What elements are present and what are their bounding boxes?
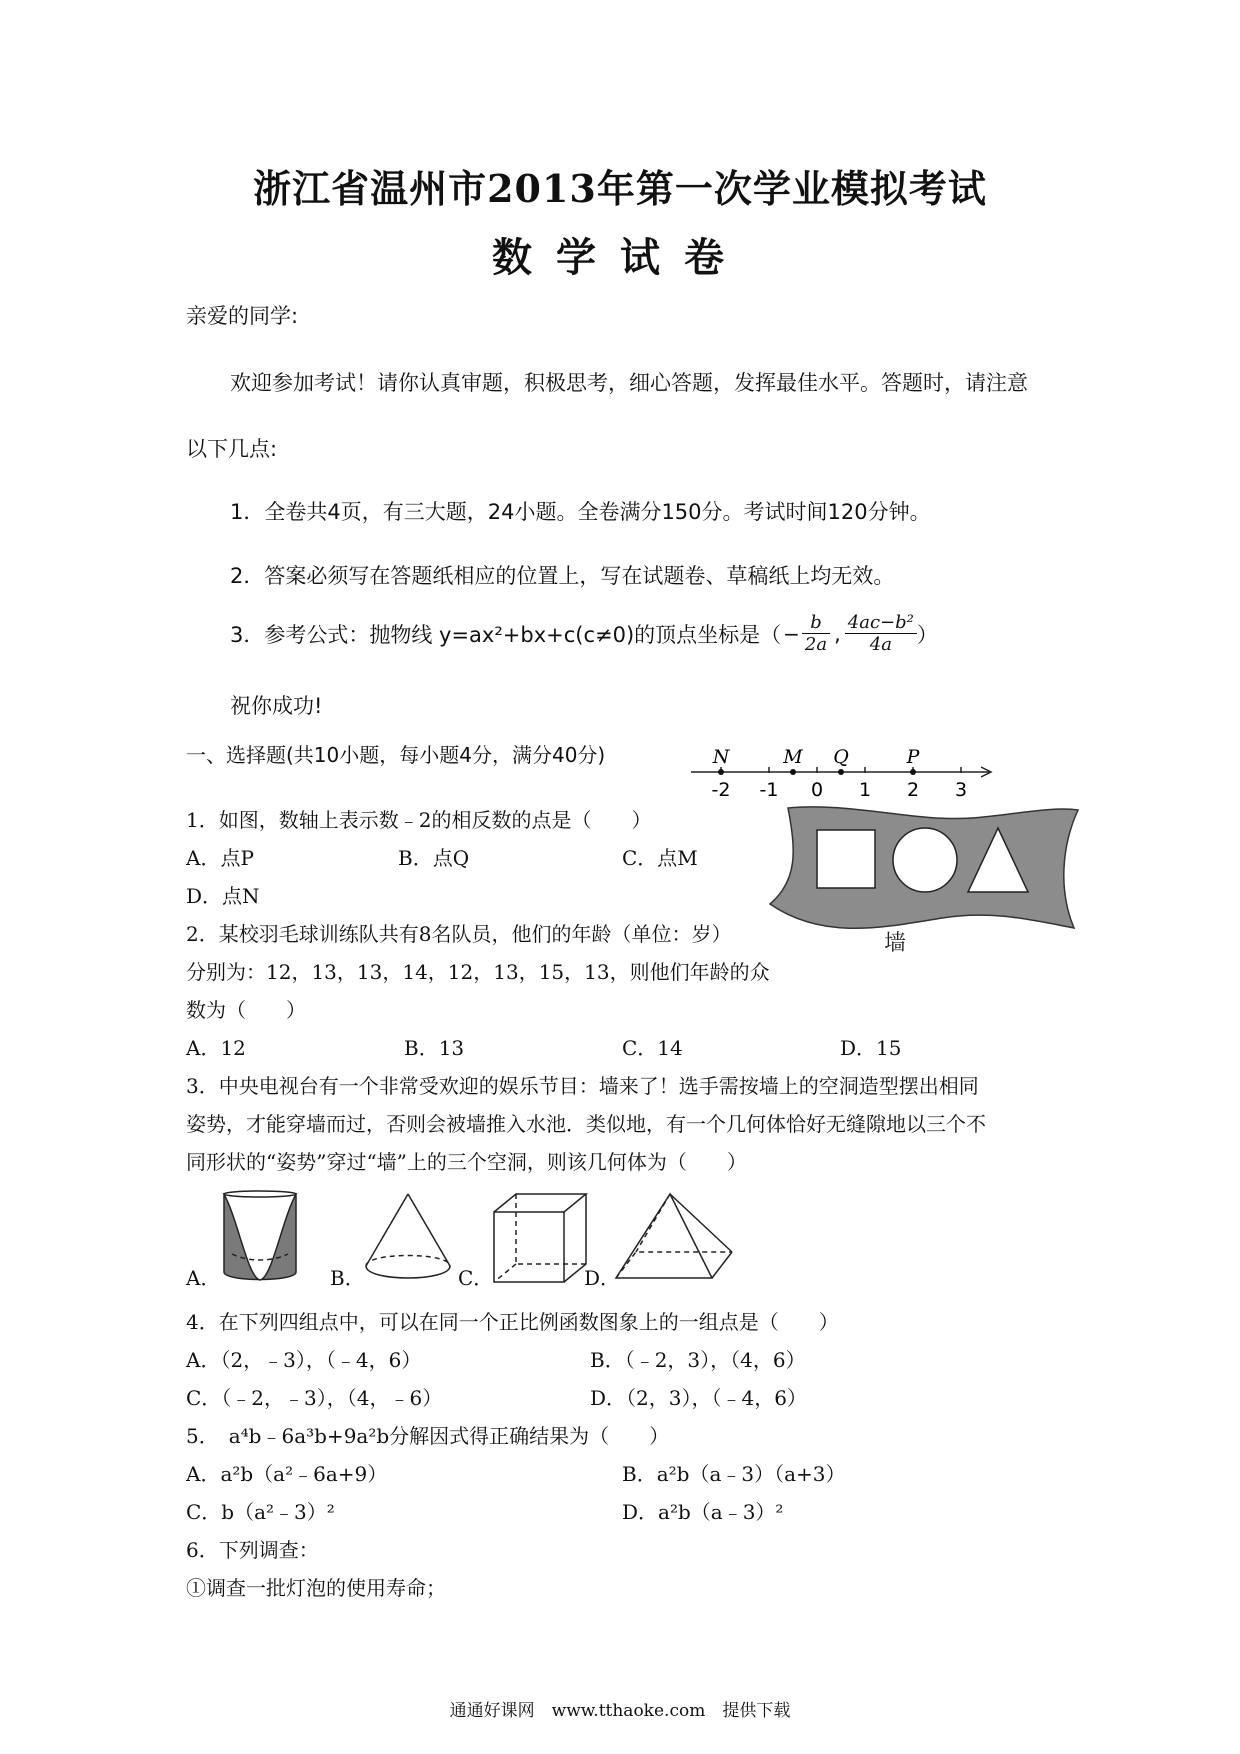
q5-option-a: A．a²b（a²﹣6a+9）	[186, 1462, 388, 1486]
point-n-label: N	[712, 746, 730, 768]
number-line-points	[712, 746, 921, 775]
note-2: 2．答案必须写在答题纸相应的位置上，写在试题卷、草稿纸上均无效。	[230, 564, 895, 588]
q3-figure-a-cylinder-cut	[218, 1190, 303, 1285]
q3-option-a: A．	[186, 1266, 221, 1290]
vertex-x-denominator: 2a	[804, 634, 828, 655]
tick-label: 2	[906, 779, 920, 801]
q3-option-d: D．	[584, 1266, 621, 1290]
tick-label: -1	[759, 779, 779, 801]
point-m-dot	[790, 769, 796, 775]
q3-option-c: C．	[458, 1266, 494, 1290]
q5-option-d: D．a²b（a﹣3）²	[622, 1500, 784, 1524]
q6-stem: 6．下列调查：	[186, 1538, 319, 1562]
q6-item-1: ①调查一批灯泡的使用寿命；	[186, 1576, 446, 1600]
tick-label: 1	[858, 779, 872, 801]
welcome-line-1: 欢迎参加考试！请你认真审题，积极思考，细心答题，发挥最佳水平。答题时，请注意	[230, 371, 1028, 395]
q2-option-b: B．13	[404, 1036, 465, 1060]
circle-hole	[893, 828, 957, 892]
note-3: 3．参考公式：抛物线 y=ax²+bx+c(c≠0)的顶点坐标是（ − $\frac{b}{2a}$ , $\frac{\text{4ac−b²}}{4a}$ ）	[230, 612, 938, 655]
vertex-y-fraction	[845, 612, 917, 655]
point-n-dot	[718, 769, 724, 775]
tick-label: -2	[711, 779, 731, 801]
q2-line-2: 分别为：12，13，13，14，12，13，15，13，则他们年龄的众	[186, 960, 770, 984]
q1-option-c: C．点M	[622, 846, 698, 870]
q4-option-b: B．（﹣2，3），（4，6）	[590, 1348, 806, 1372]
point-q-dot	[838, 769, 844, 775]
q3-figure-b-cone	[360, 1190, 456, 1285]
q1-option-a: A．点P	[186, 846, 254, 870]
q2-line-3: 数为（ ）	[186, 998, 306, 1022]
q2-option-c: C．14	[622, 1036, 683, 1060]
exam-subtitle: 数学试卷	[492, 234, 748, 281]
wall-label: 墙	[884, 931, 907, 956]
point-m-label: M	[783, 746, 803, 768]
point-p-label: P	[906, 746, 920, 768]
exam-title: 浙江省温州市2013年第一次学业模拟考试	[253, 166, 987, 211]
vertex-x-fraction	[802, 612, 830, 655]
q5-option-b: B．a²b（a﹣3）（a+3）	[622, 1462, 846, 1486]
note-3-suffix: ）	[916, 622, 938, 647]
q3-figure-d-pyramid	[612, 1190, 736, 1288]
square-hole	[817, 830, 875, 888]
footer-source: 通通好课网 www.tthaoke.com 提供下载	[449, 1701, 791, 1721]
tick-label: 0	[810, 779, 824, 801]
section-1-heading: 一、选择题(共10小题，每小题4分，满分40分)	[186, 743, 606, 767]
vertex-y-denominator: 4a	[869, 634, 892, 655]
q1-option-d: D．点N	[186, 884, 260, 908]
point-q-label: Q	[833, 746, 849, 768]
number-line-figure	[685, 740, 1005, 806]
q3-line-2: 姿势，才能穿墙而过，否则会被墙推入水池．类似地，有一个几何体恰好无缝隙地以三个不	[186, 1112, 986, 1136]
vertex-y-numerator: 4ac−b²	[845, 612, 917, 634]
q2-line-1: 2．某校羽毛球训练队共有8名队员，他们的年龄（单位：岁）	[186, 922, 732, 946]
q4-stem: 4．在下列四组点中，可以在同一个正比例函数图象上的一组点是（ ）	[186, 1310, 839, 1334]
welcome-line-2: 以下几点:	[186, 437, 278, 461]
q3-figure-c-cube	[490, 1190, 590, 1288]
wall-figure	[762, 800, 1082, 960]
note-3-prefix: 3．参考公式：抛物线 y=ax²+bx+c(c≠0)的顶点坐标是（	[230, 622, 782, 647]
vertex-x-numerator: b	[802, 612, 830, 634]
point-p-dot	[910, 769, 916, 775]
greeting: 亲爱的同学:	[186, 304, 299, 328]
q5-option-c: C．b（a²﹣3）²	[186, 1500, 335, 1524]
q4-option-c: C．（﹣2，﹣3），（4，﹣6）	[186, 1386, 443, 1410]
q2-option-a: A．12	[186, 1036, 246, 1060]
q1-option-b: B．点Q	[398, 846, 470, 870]
wish: 祝你成功!	[230, 694, 323, 718]
q4-option-a: A．（2，﹣3），（﹣4，6）	[186, 1348, 422, 1372]
q2-option-d: D．15	[840, 1036, 902, 1060]
q3-option-b: B．	[330, 1266, 365, 1290]
q5-stem: 5． a⁴b﹣6a³b+9a²b分解因式得正确结果为（ ）	[186, 1424, 670, 1448]
tick-label: 3	[954, 779, 968, 801]
q3-line-3: 同形状的“姿势”穿过“墙”上的三个空洞，则该几何体为（ ）	[186, 1150, 747, 1174]
note-1: 1．全卷共4页，有三大题，24小题。全卷满分150分。考试时间120分钟。	[230, 500, 931, 524]
q3-line-1: 3．中央电视台有一个非常受欢迎的娱乐节目：墙来了！选手需按墙上的空洞造型摆出相同	[186, 1074, 979, 1098]
q1-stem: 1．如图，数轴上表示数﹣2的相反数的点是（ ）	[186, 808, 652, 832]
q4-option-d: D．（2，3），（﹣4，6）	[590, 1386, 807, 1410]
